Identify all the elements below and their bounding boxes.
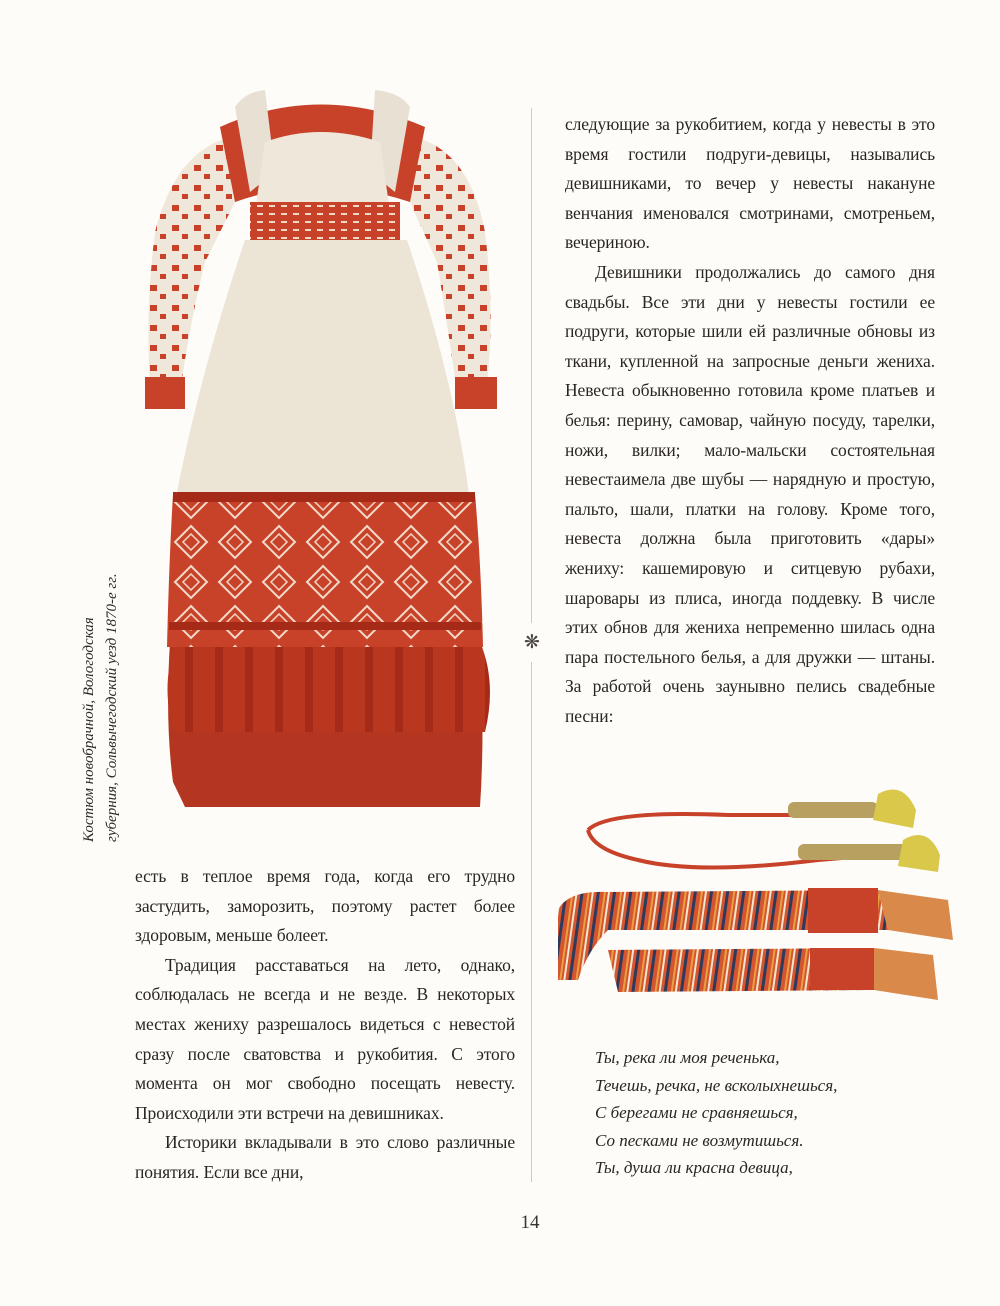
poem bbox=[595, 1044, 955, 1182]
left-column-text bbox=[135, 862, 515, 1188]
paragraph: Историки вкладывали в это слово различные понятия. Если все дни, bbox=[135, 1132, 515, 1182]
poem-line: Ты, река ли моя реченька, bbox=[595, 1048, 780, 1067]
paragraph: следующие за рукобитием, когда у невесты в это время гостили подруги-девицы, назывались девишниками, то вечер у невесты накануне венчания именовался смотринами, смотреньем, вечериною. bbox=[565, 114, 935, 253]
paragraph: есть в теплое время года, когда его трудно застудить, заморозить, поэтому растет более здоровым, меньше болеет. bbox=[135, 866, 515, 946]
poem-line: Ты, душа ли красна девица, bbox=[595, 1158, 793, 1177]
poem-line: С берегами не сравняешься, bbox=[595, 1103, 798, 1122]
poem-line: Со песками не возмутишься. bbox=[595, 1130, 804, 1150]
asterisk-flower-icon: ❋ bbox=[524, 631, 540, 653]
column-divider-bottom bbox=[531, 662, 532, 1182]
poem-line: Течешь, речка, не всколыхнешься, bbox=[595, 1075, 838, 1095]
caption-line-2: губерния, Сольвычегодский уезд 1870-е гг. bbox=[104, 573, 120, 842]
column-divider-top bbox=[531, 108, 532, 623]
page-number: 14 bbox=[520, 1212, 540, 1233]
paragraph: Девишники продолжались до самого дня свадьбы. Все эти дни у невесты гостили ее подруги, которые шили ей различные обновы из ткани, купленной на запросные деньги жениха. Невеста обыкновенно готовила кроме платьев и белья: перину, самовар, чайную посуду, тарелки, ножи, вилки; мало-мальски состоятельная невестаимела две шубы — нарядную и простую, пальто, шали, платки на голову. Кроме того, невеста должна была приготовить «дары» жениху: кашемировую и ситцевую рубахи, шаровары из плиса, иногда поддевку. В числе этих обнов для жениха непременно шилась одна пара постельного белья, а для дружки — штаны. За работой очень заунывно пелись свадебные песни: bbox=[565, 261, 935, 726]
woven-belts-illustration bbox=[548, 780, 970, 1012]
dress-illustration bbox=[125, 82, 520, 817]
photo-caption bbox=[78, 522, 124, 842]
paragraph: Традиция расставаться на лето, однако, соблюдалась не всегда и не везде. В некоторых местах жениху разрешалось видеться с невестой сразу после сватовства и рукобития. С этого момента он мог свободно посещать невесту. Происходили эти встречи на девишниках. bbox=[135, 954, 515, 1123]
right-column-text bbox=[565, 110, 935, 731]
caption-line-1: Костюм новобрачной, Вологодская bbox=[81, 617, 97, 842]
